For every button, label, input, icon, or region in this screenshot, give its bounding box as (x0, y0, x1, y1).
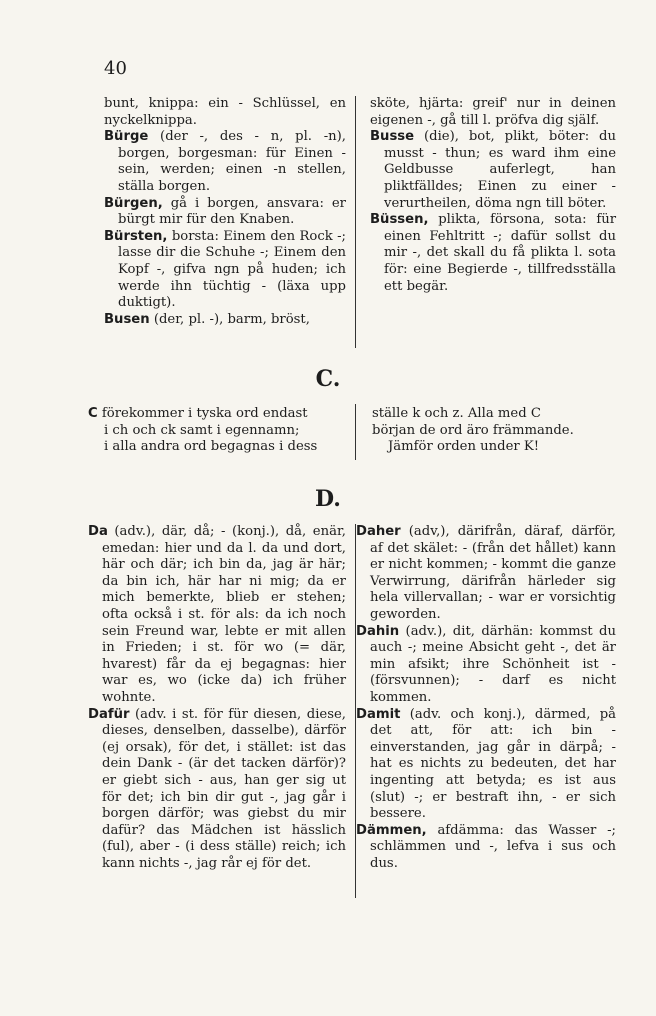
headword: Daher (356, 524, 401, 539)
definition-text: (adv.), dit, därhän: kommst du auch -; meine Absicht geht -, det är min afsikt; ihre Schönheit ist - (försvunnen); - darf es nicht kommen. (370, 623, 616, 705)
headword: Bürsten, (104, 228, 168, 244)
section-letter-c: C. (315, 366, 341, 392)
d-right-entry (356, 823, 616, 873)
b-left-entry: bunt, knippa: ein - Schlüssel, en nyckelknippa. (104, 96, 346, 128)
headword: Busse (370, 129, 415, 145)
b-right-entry (370, 129, 616, 212)
column-left-b (104, 96, 346, 328)
headword: Dafür (88, 706, 130, 722)
headword: Damit (356, 706, 401, 722)
section-c-right-line-1: ställe k och z. Alla med C (372, 406, 541, 421)
definition-text: (der -, des - n, pl. -n), borgen, borgesman: für Einen - sein, werden; einen -n stellen, ställa borgen. (118, 129, 346, 194)
b-left-entry (104, 312, 346, 329)
section-c-right-line-3: Jämför orden under K! (388, 439, 540, 455)
section-c-initial: C (88, 406, 98, 421)
d-left-entry (88, 524, 346, 707)
definition-text: (adv,), därifrån, däraf, därför, af det skälet: - (från det hållet) kann er nicht kommen; - kommt die ganze Verwirrung, därifrån härleder sig hela villervallan; - war er vorsichtig geworden. (370, 524, 616, 622)
b-left-entry (104, 229, 346, 312)
d-left-entry (88, 707, 346, 873)
section-c-right-line-2: början de ord äro främmande. (372, 422, 574, 438)
headword: Bürgen, (104, 195, 163, 211)
definition-text: (adv. i st. för für diesen, diese, dieses, denselben, dasselbe), därför (ej orsak), för det, i stället: ist das dein Dank - (är det tacken därför)? er giebt sich - aus, han ger sig ut för det; ich bin dir gut -, jag går i borgen därför; was giebst du mir dafür? das Mädchen ist hässlich (ful), aber - (i dess ställe) reich; ich kann nichts -, jag rår ej för det. (102, 706, 346, 871)
d-right-entry (356, 624, 616, 707)
headword: Bürge (104, 129, 149, 145)
definition-text: (die), bot, plikt, böter: du musst - thun; es ward ihm eine Geldbusse auferlegt, han pliktfälldes; Einen zu einer - verurtheilen, döma ngn till böter. (384, 129, 616, 211)
definition-text: afdämma: das Wasser -; schlämmen und -, lefva i sus och dus. (370, 822, 616, 871)
column-left-d (88, 524, 346, 872)
section-letter-d: D. (315, 486, 341, 512)
b-left-entry (104, 196, 346, 229)
definition-text: (adv. och konj.), därmed, på det att, för att: ich bin - einverstanden, jag går in därpå; - hat es nichts zu bedeuten, det har ingenting att betyda; es ist aus (slut) -; er bestraft ihn, - er sich bessere. (370, 706, 616, 822)
page-number: 40 (104, 58, 127, 79)
d-right-entry (356, 707, 616, 823)
column-right-c (372, 406, 616, 456)
section-c-intro: förekommer i tyska ord endast (101, 406, 308, 421)
column-left-c (88, 406, 346, 456)
column-right-b (370, 96, 616, 295)
b-right-entry (370, 212, 616, 295)
column-divider-c (355, 404, 356, 460)
definition-text: borsta: Einem den Rock -; lasse dir die Schuhe -; Einem den Kopf -, gifva ngn på huden; ich werde ihn tüchtig - (läxa upp duktigt). (118, 228, 346, 311)
definition-text: (adv.), där, då; - (konj.), då, enär, emedan: hier und da l. da und dort, här och där; ich bin da, jag är här; da bin ich, här har ni mig; da er mich bemerkte, blieb er stehen; ofta också i st. för als: da ich noch sein Freund war, lebte er mit allen in Frieden; i st. för wo (= där, hvarest) får da ej begagnas: hier war es, wo (icke da) ich früher wohnte. (102, 524, 346, 705)
headword: Büssen, (370, 212, 429, 228)
definition-text: (der, pl. -), barm, bröst, (149, 311, 310, 327)
b-left-entry (104, 129, 346, 195)
headword: Dämmen, (356, 822, 427, 838)
b-right-entry: sköte, hjärta: greif' nur in deinen eigenen -, gå till l. pröfva dig själf. (370, 96, 616, 128)
headword: Dahin (356, 623, 400, 639)
headword: Da (88, 524, 108, 539)
definition-text: gå i borgen, ansvara: er bürgt mir für den Knaben. (118, 195, 346, 228)
headword: Busen (104, 311, 150, 327)
section-c-line-2: i alla andra ord begagnas i dess (104, 439, 318, 455)
column-right-d (356, 524, 616, 872)
d-right-entry (356, 524, 616, 624)
section-c-line-1: i ch och ck samt i egennamn; (104, 422, 300, 438)
definition-text: plikta, försona, sota: für einen Fehltritt -; dafür sollst du mir -, det skall du få plikta l. sota för: eine Begierde -, tillfredsställa ett begär. (384, 212, 616, 294)
column-divider-b (355, 96, 356, 348)
